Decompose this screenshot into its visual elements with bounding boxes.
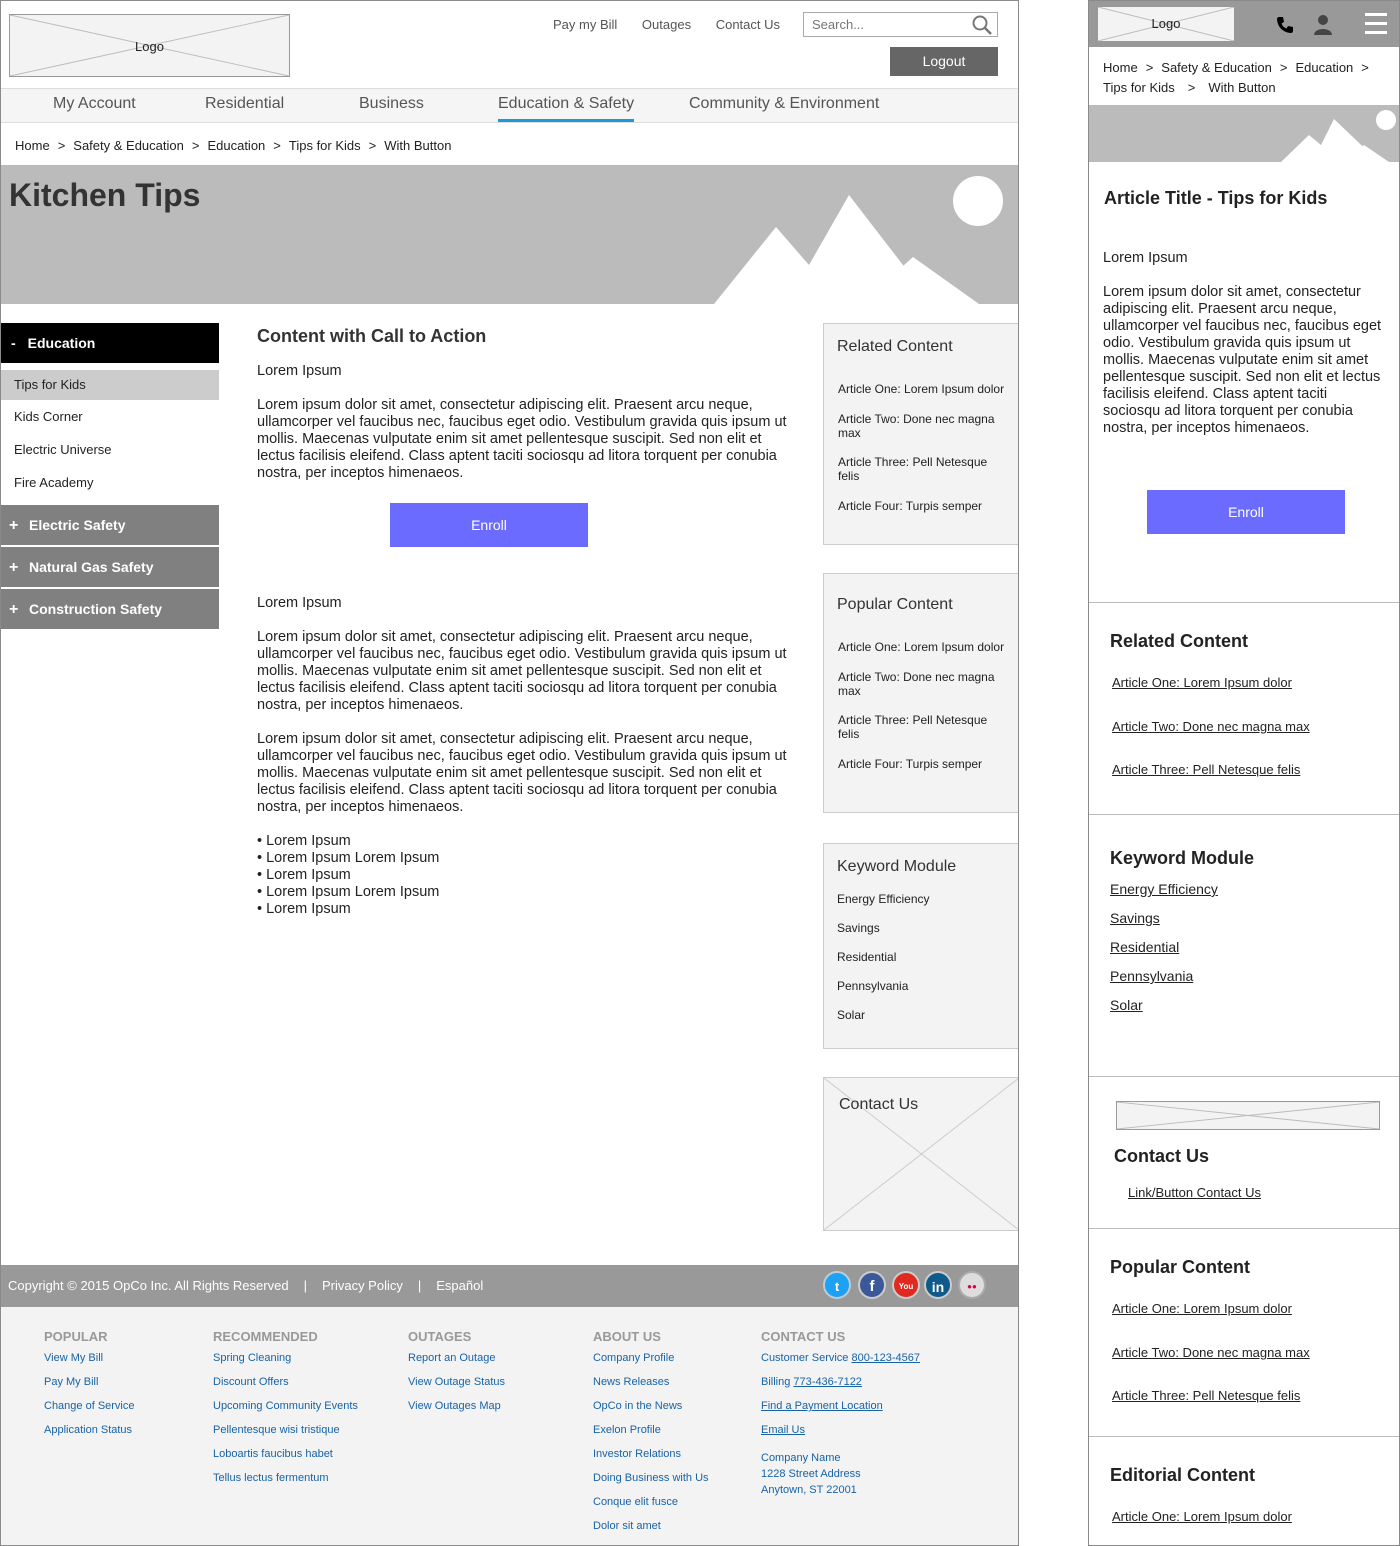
- footer-link[interactable]: Report an Outage: [408, 1352, 496, 1364]
- footer-separator: |: [417, 1278, 422, 1293]
- popular-article-link[interactable]: Article Two: Done nec magna max: [1112, 1345, 1310, 1360]
- main-nav: [1, 88, 1018, 123]
- side-nav-electric-universe[interactable]: Electric Universe: [14, 442, 112, 457]
- mobile-contact-us: [1089, 1076, 1399, 1228]
- popular-article-link[interactable]: Article Three: Pell Netesque felis: [838, 713, 988, 741]
- breadcrumb-education[interactable]: Education: [207, 138, 266, 153]
- nav-community-environment[interactable]: Community & Environment: [689, 95, 880, 112]
- module-title: Contact Us: [839, 1096, 919, 1113]
- popular-article-link[interactable]: Article One: Lorem Ipsum dolor: [838, 640, 1005, 654]
- list-item: • Lorem Ipsum Lorem Ipsum: [257, 850, 440, 866]
- side-nav-fire-academy[interactable]: Fire Academy: [14, 475, 94, 490]
- mountain-image-icon: [1, 165, 1018, 304]
- side-nav-section-label: Education: [27, 335, 96, 351]
- footer-col-title: ABOUT US: [593, 1329, 661, 1344]
- breadcrumb-home[interactable]: Home: [1103, 60, 1138, 75]
- content-subheading: Lorem Ipsum: [1103, 250, 1188, 266]
- footer-link[interactable]: Change of Service: [44, 1400, 135, 1412]
- keyword-module: [823, 843, 1019, 1049]
- breadcrumb-separator: >: [368, 138, 377, 153]
- footer-link[interactable]: Upcoming Community Events: [213, 1400, 358, 1412]
- privacy-policy-link[interactable]: Privacy Policy: [321, 1278, 403, 1293]
- find-payment-location-link[interactable]: Find a Payment Location: [761, 1400, 883, 1412]
- footer-link[interactable]: Discount Offers: [213, 1376, 289, 1388]
- logo-label: Logo: [1151, 16, 1181, 31]
- plus-icon: +: [9, 559, 19, 576]
- module-title: Editorial Content: [1110, 1465, 1255, 1485]
- popular-content-module: [823, 573, 1019, 813]
- module-title: Related Content: [1110, 631, 1249, 651]
- menu-icon[interactable]: [1365, 12, 1387, 36]
- nav-business[interactable]: Business: [359, 95, 424, 112]
- footer-links: [1, 1307, 1018, 1546]
- footer-link[interactable]: Application Status: [44, 1424, 133, 1436]
- article-title: Article Title - Tips for Kids: [1104, 188, 1328, 208]
- related-article-link[interactable]: Article Two: Done nec magna max: [1112, 719, 1310, 734]
- side-nav-electric-safety[interactable]: [1, 505, 219, 545]
- main-content: [257, 328, 802, 918]
- billing-line: Billing 773-436-7122: [761, 1376, 862, 1388]
- email-us-link[interactable]: Email Us: [761, 1424, 806, 1436]
- footer-col-title: CONTACT US: [761, 1329, 846, 1344]
- breadcrumb-separator: >: [1279, 60, 1288, 75]
- breadcrumb-current: With Button: [384, 138, 452, 153]
- footer-col-recommended: [213, 1329, 358, 1496]
- breadcrumb: [15, 138, 451, 153]
- side-nav-section-label: Electric Safety: [29, 517, 126, 533]
- breadcrumb-tips-for-kids[interactable]: Tips for Kids: [1103, 80, 1175, 95]
- footer-separator: |: [303, 1278, 307, 1293]
- module-title: Popular Content: [1110, 1257, 1250, 1277]
- footer-link[interactable]: Tellus lectus fermentum: [213, 1472, 329, 1484]
- bullet-list: [257, 833, 802, 918]
- related-article-link[interactable]: Article Three: Pell Netesque felis: [838, 455, 988, 483]
- footer-col-popular: [44, 1329, 135, 1448]
- youtube-icon[interactable]: You: [892, 1271, 920, 1299]
- espanol-link[interactable]: Español: [436, 1278, 484, 1293]
- flickr-icon[interactable]: ●●: [958, 1271, 986, 1299]
- footer-link[interactable]: Dolor sit amet: [593, 1520, 661, 1532]
- footer-link[interactable]: Investor Relations: [593, 1448, 682, 1460]
- twitter-icon[interactable]: t: [823, 1271, 851, 1299]
- facebook-icon[interactable]: f: [858, 1271, 886, 1299]
- footer-link[interactable]: View My Bill: [44, 1352, 104, 1364]
- content-subheading: Lorem Ipsum: [257, 595, 342, 611]
- user-icon[interactable]: [1312, 13, 1334, 35]
- related-article-link[interactable]: Article One: Lorem Ipsum dolor: [838, 382, 1005, 396]
- keyword-link[interactable]: Residential: [1110, 939, 1180, 955]
- related-article-link[interactable]: Article One: Lorem Ipsum dolor: [1112, 675, 1292, 690]
- module-title: Popular Content: [837, 596, 953, 613]
- footer-col-title: OUTAGES: [408, 1329, 472, 1344]
- module-title: Keyword Module: [1110, 848, 1255, 868]
- footer-link[interactable]: OpCo in the News: [593, 1400, 683, 1412]
- hero-banner: [1, 165, 1018, 304]
- breadcrumb-separator: >: [273, 138, 281, 153]
- page-title: Kitchen Tips: [9, 177, 201, 213]
- footer-link[interactable]: View Outages Map: [408, 1400, 501, 1412]
- list-item: • Lorem Ipsum Lorem Ipsum: [257, 884, 440, 900]
- footer-col-about: [593, 1329, 709, 1544]
- footer-link[interactable]: Doing Business with Us: [593, 1472, 709, 1484]
- footer-link[interactable]: Pay My Bill: [44, 1376, 99, 1388]
- breadcrumb-safety-education[interactable]: Safety & Education: [73, 138, 184, 153]
- content-paragraph: Lorem ipsum dolor sit amet, consectetur adipiscing elit. Praesent arcu neque, ullamcorper vel faucibus nec, faucibus eget odio. Vestibulum gravida quis ipsum ut mollis. Maecenas vulputate enim sit amet pellentesque suscipit. Sed non elit et lectus facilisis eleifend. Class aptent taciti sociosqu ad litora torquent per conubia nostra, per inceptos himenaeos.: [257, 629, 787, 713]
- breadcrumb-current: With Button: [1208, 80, 1276, 95]
- footer-col-outages: [408, 1329, 505, 1424]
- footer-link[interactable]: Company Profile: [593, 1352, 675, 1364]
- contact-us-link[interactable]: Contact Us: [715, 17, 781, 32]
- linkedin-icon[interactable]: in: [924, 1271, 952, 1299]
- popular-article-link[interactable]: Article One: Lorem Ipsum dolor: [1112, 1301, 1292, 1316]
- collapse-icon: -: [11, 335, 16, 351]
- side-nav-kids-corner[interactable]: Kids Corner: [14, 409, 83, 424]
- side-nav-section-label: Construction Safety: [29, 601, 163, 617]
- keyword-link[interactable]: Energy Efficiency: [837, 892, 930, 906]
- mobile-header: [1089, 1, 1399, 47]
- module-title: Contact Us: [1114, 1146, 1210, 1166]
- mobile-breadcrumb: [1103, 58, 1388, 98]
- content-paragraph: Lorem ipsum dolor sit amet, consectetur adipiscing elit. Praesent arcu neque, ullamcorper vel faucibus nec, faucibus eget odio. Vestibulum gravida quis ipsum ut mollis. Maecenas vulputate enim sit amet pellentesque suscipit. Sed non elit et lectus facilisis eleifend. Class aptent taciti sociosqu ad litora torquent per conubia nostra, per inceptos himenaeos.: [1103, 284, 1382, 436]
- editorial-article-link[interactable]: Article One: Lorem Ipsum dolor: [1112, 1509, 1292, 1524]
- popular-article-link[interactable]: Article Two: Done nec magna max: [838, 670, 995, 698]
- footer-link[interactable]: Loboartis faucibus habet: [213, 1448, 333, 1460]
- footer-link[interactable]: News Releases: [593, 1376, 670, 1388]
- pay-my-bill-link[interactable]: Pay my Bill: [553, 17, 618, 32]
- breadcrumb-separator: >: [191, 138, 200, 153]
- popular-article-link[interactable]: Article Four: Turpis semper: [838, 757, 983, 771]
- nav-education-safety[interactable]: Education & Safety: [498, 95, 634, 122]
- billing-phone-link[interactable]: 773-436-7122: [793, 1376, 862, 1388]
- content-subheading: Lorem Ipsum: [257, 363, 342, 379]
- mobile-editorial-content: [1089, 1436, 1399, 1546]
- footer-link[interactable]: View Outage Status: [408, 1376, 506, 1388]
- content-heading: Content with Call to Action: [257, 326, 487, 346]
- popular-article-link[interactable]: Article Three: Pell Netesque felis: [1112, 1388, 1301, 1403]
- mobile-logo-placeholder[interactable]: [1097, 6, 1235, 42]
- side-nav-natural-gas-safety[interactable]: [1, 547, 219, 587]
- related-article-link[interactable]: Article Three: Pell Netesque felis: [1112, 762, 1301, 777]
- keyword-link[interactable]: Savings: [837, 921, 880, 935]
- footer-col-title: POPULAR: [44, 1329, 108, 1344]
- nav-residential[interactable]: Residential: [205, 95, 285, 112]
- company-address: Company Name 1228 Street Address Anytown, ST 22001: [761, 1452, 861, 1496]
- breadcrumb-separator: >: [1145, 60, 1154, 75]
- mobile-related-content: [1089, 602, 1399, 814]
- keyword-link[interactable]: Savings: [1110, 910, 1160, 926]
- search-box: [803, 12, 998, 37]
- breadcrumb-education[interactable]: Education: [1295, 60, 1354, 75]
- side-nav-section-label: Natural Gas Safety: [29, 559, 154, 575]
- related-content-module: [823, 323, 1019, 545]
- keyword-link[interactable]: Pennsylvania: [837, 979, 909, 993]
- breadcrumb-safety-education[interactable]: Safety & Education: [1161, 60, 1272, 75]
- customer-service-line: Customer Service 800-123-4567: [761, 1352, 920, 1364]
- list-item: • Lorem Ipsum: [257, 867, 351, 883]
- breadcrumb-separator: >: [1361, 60, 1369, 75]
- outages-link[interactable]: Outages: [641, 17, 692, 32]
- mobile-hero-banner: [1089, 105, 1399, 162]
- phone-icon[interactable]: [1275, 15, 1295, 35]
- list-item: • Lorem Ipsum: [257, 833, 351, 849]
- footer-link[interactable]: Pellentesque wisi tristique: [213, 1424, 340, 1436]
- content-paragraph: Lorem ipsum dolor sit amet, consectetur adipiscing elit. Praesent arcu neque, ullamcorper vel faucibus nec, faucibus eget odio. Vestibulum gravida quis ipsum ut mollis. Maecenas vulputate enim sit amet pellentesque suscipit. Sed non elit et lectus facilisis eleifend. Class aptent taciti sociosqu ad litora torquent per conubia nostra, per inceptos himenaeos.: [257, 731, 787, 815]
- keyword-link[interactable]: Residential: [837, 950, 897, 964]
- mobile-keyword-module: [1089, 814, 1399, 1076]
- plus-icon: +: [9, 517, 19, 534]
- side-nav-tips-for-kids[interactable]: Tips for Kids: [1, 370, 219, 400]
- footer-col-title: RECOMMENDED: [213, 1329, 318, 1344]
- footer-col-contact: [761, 1329, 920, 1498]
- module-title: Related Content: [837, 338, 953, 355]
- content-paragraph: Lorem ipsum dolor sit amet, consectetur adipiscing elit. Praesent arcu neque, ullamcorper vel faucibus nec, faucibus eget odio. Vestibulum gravida quis ipsum ut mollis. Maecenas vulputate enim sit amet pellentesque suscipit. Sed non elit et lectus facilisis eleifend. Class aptent taciti sociosqu ad litora torquent per conubia nostra, per inceptos himenaeos.: [257, 397, 787, 481]
- contact-us-module[interactable]: [823, 1077, 1019, 1231]
- breadcrumb-home[interactable]: Home: [15, 138, 50, 153]
- mobile-popular-content: [1089, 1228, 1399, 1436]
- customer-service-phone-link[interactable]: 800-123-4567: [851, 1352, 920, 1364]
- breadcrumb-separator: >: [57, 138, 66, 153]
- footer-link[interactable]: Spring Cleaning: [213, 1352, 292, 1364]
- side-nav-construction-safety[interactable]: [1, 589, 219, 629]
- logout-button[interactable]: Logout: [890, 47, 998, 76]
- related-article-link[interactable]: Article Four: Turpis semper: [838, 499, 983, 513]
- utility-nav: [553, 17, 801, 32]
- nav-my-account[interactable]: My Account: [53, 95, 136, 112]
- copyright: Copyright © 2015 OpCo Inc. All Rights Reserved: [8, 1278, 289, 1293]
- keyword-link[interactable]: Solar: [1110, 997, 1143, 1013]
- footer-link[interactable]: Conque elit fusce: [593, 1496, 678, 1508]
- keyword-link[interactable]: Pennsylvania: [1110, 968, 1194, 984]
- placeholder-cross-icon: [1117, 1102, 1379, 1129]
- keyword-link[interactable]: Energy Efficiency: [1110, 881, 1218, 897]
- list-item: • Lorem Ipsum: [257, 901, 351, 917]
- contact-us-link[interactable]: Link/Button Contact Us: [1128, 1185, 1261, 1200]
- search-input[interactable]: [804, 13, 964, 36]
- plus-icon: +: [9, 601, 19, 618]
- mountain-image-icon: [1089, 105, 1399, 162]
- breadcrumb-tips-for-kids[interactable]: Tips for Kids: [288, 138, 361, 153]
- module-title: Keyword Module: [837, 858, 957, 875]
- breadcrumb-separator: >: [1187, 80, 1196, 95]
- logo-label: Logo: [135, 39, 164, 54]
- side-nav-education[interactable]: [1, 323, 219, 363]
- side-nav: [1, 323, 219, 629]
- logo-placeholder[interactable]: [9, 14, 290, 77]
- enroll-button[interactable]: Enroll: [390, 503, 588, 547]
- related-article-link[interactable]: Article Two: Done nec magna max: [838, 412, 995, 440]
- contact-image-placeholder: [1116, 1101, 1380, 1130]
- keyword-link[interactable]: Solar: [837, 1008, 866, 1022]
- footer-link[interactable]: Exelon Profile: [593, 1424, 661, 1436]
- enroll-button[interactable]: Enroll: [1147, 490, 1345, 534]
- mobile-wireframe: [1088, 0, 1400, 1546]
- search-icon[interactable]: [971, 15, 993, 35]
